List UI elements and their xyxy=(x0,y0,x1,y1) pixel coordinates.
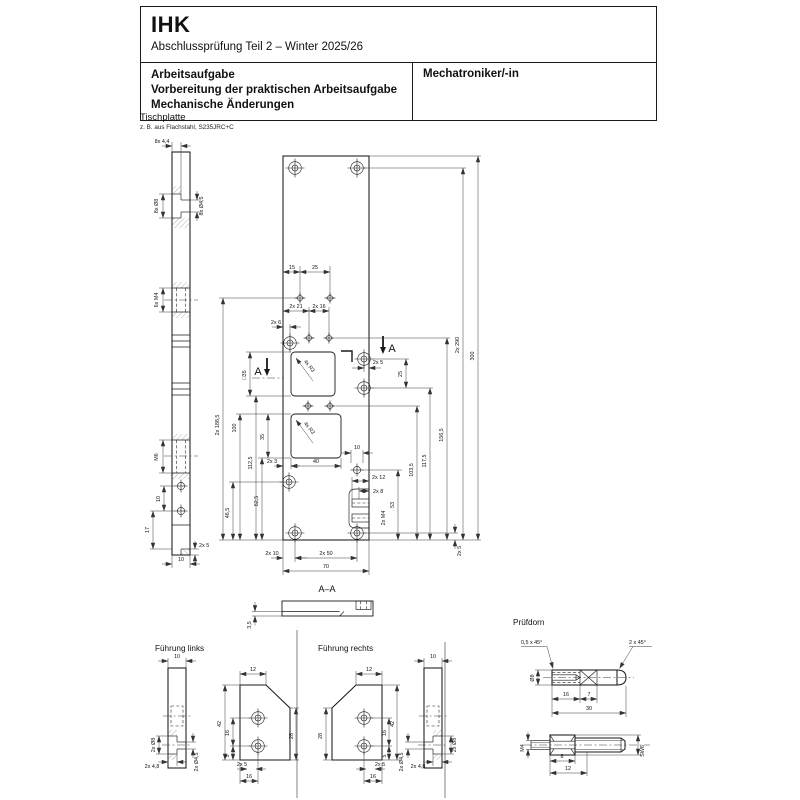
front-view xyxy=(215,156,481,575)
view-title: Prüfdorn xyxy=(513,618,545,627)
dim-label: 2x 4,8 xyxy=(144,764,160,770)
dim-label: 2 x 45° xyxy=(629,640,646,646)
part-name: Tischplatte xyxy=(140,112,186,123)
dim-label: M6 xyxy=(154,453,160,461)
dim-label: 25 xyxy=(398,371,404,377)
dim-label: 2x Ø8 xyxy=(452,737,458,753)
dim-label: 8x 4,4 xyxy=(154,139,170,145)
dim-label: 2x 290 xyxy=(455,336,461,354)
section-title: A–A xyxy=(318,584,336,594)
dim-label: 5 xyxy=(382,754,388,758)
section-aa-view xyxy=(247,584,373,629)
side-view xyxy=(145,139,209,568)
dim-label: 2x 4,8 xyxy=(410,764,426,770)
dim-label: 10 xyxy=(430,654,436,660)
view-title: Führung links xyxy=(155,644,205,653)
dim-label: 2x 10 xyxy=(265,551,279,557)
section-arrow-label: A xyxy=(254,366,262,378)
dim-label: 2x 5 xyxy=(199,543,210,549)
dim-label: 5 xyxy=(225,754,231,758)
dim-label: 2x M4 xyxy=(381,510,387,526)
dim-label: 2x 50 xyxy=(319,551,333,557)
dim-label: 2x Ø4,5 xyxy=(194,752,200,772)
dim-label: 3,5 xyxy=(247,621,253,629)
dim-label: 156,5 xyxy=(439,428,445,442)
dim-label: 16 xyxy=(382,730,388,736)
task-line-3: Mechanische Änderungen xyxy=(151,99,295,111)
dim-label: 8x Ø8 xyxy=(154,198,160,214)
dim-label: 42 xyxy=(217,721,223,727)
dim-label: 10 xyxy=(354,445,360,451)
dim-label: 300 xyxy=(470,351,476,361)
dim-label: 2x 188,5 xyxy=(215,414,221,436)
dim-label: 16 xyxy=(246,774,252,780)
dim-label: 4x R3 xyxy=(302,420,316,436)
dim-label: 2x 5 xyxy=(236,762,248,768)
dim-label: 2x 5 xyxy=(457,545,463,557)
dim-label: 2x 6 xyxy=(270,320,282,326)
dim-label: 8 xyxy=(560,754,564,760)
dim-label: 46,5 xyxy=(225,507,231,519)
dim-label: 10 xyxy=(178,557,184,563)
dim-label: Ø8 xyxy=(530,674,536,682)
dim-label: 53 xyxy=(390,502,396,508)
dim-label: 2x 16 xyxy=(312,304,326,310)
fuehrung-rechts-view xyxy=(318,644,458,784)
dim-label: 12 xyxy=(250,667,256,673)
exam-subtitle: Abschlussprüfung Teil 2 – Winter 2025/26 xyxy=(151,41,364,53)
dim-label: 30 xyxy=(586,706,592,712)
pruefdorn-view xyxy=(513,618,652,776)
task-line-1: Arbeitsaufgabe xyxy=(151,69,235,81)
dim-label: □35 xyxy=(242,370,248,380)
dim-label: 2x 3 xyxy=(266,459,278,465)
dim-label: 2x Ø8 xyxy=(151,737,157,753)
dim-label: 25 xyxy=(312,265,318,271)
view-title: Führung rechts xyxy=(318,644,374,653)
dim-label: 7 xyxy=(587,692,591,698)
dim-label: 2x 5 xyxy=(374,762,386,768)
dim-label: 28 xyxy=(289,733,295,739)
dim-label: 2x 5 xyxy=(372,360,384,366)
dim-label: 28 xyxy=(318,733,324,739)
dim-label: 112,5 xyxy=(248,456,254,470)
dim-label: 62,5 xyxy=(254,495,260,507)
dim-label: 16 xyxy=(225,730,231,736)
dim-label: 4x R3 xyxy=(302,358,316,374)
dim-label: 103,5 xyxy=(409,463,415,477)
dim-label: SW6 xyxy=(640,745,646,757)
zone-separators xyxy=(297,630,445,798)
dim-label: 16 xyxy=(563,692,569,698)
dim-label: 10 xyxy=(156,496,162,502)
dim-label: 8x Ø4,5 xyxy=(199,196,205,216)
dim-label: 15 xyxy=(289,265,295,271)
dim-label: 117,5 xyxy=(422,454,428,468)
profession-cell: Mechatroniker/-in xyxy=(423,68,519,80)
part-material: z. B. aus Flachstahl, S235JRC+C xyxy=(140,124,234,131)
dim-label: 12 xyxy=(366,667,372,673)
dim-label: 35 xyxy=(260,434,266,440)
dim-label: 2x 8 xyxy=(373,489,384,495)
dim-label: 70 xyxy=(323,564,329,570)
dim-label: 16 xyxy=(370,774,376,780)
dim-label: 100 xyxy=(232,423,238,433)
dim-label: 6x M4 xyxy=(154,292,160,308)
dim-label: 0,5 x 45° xyxy=(521,640,543,646)
dim-label: 12 xyxy=(565,766,571,772)
dim-label: 2x 21 xyxy=(289,304,303,310)
dim-label: 2x Ø4,5 xyxy=(399,752,405,772)
ihk-logo: IHK xyxy=(151,12,191,37)
dim-label: 17 xyxy=(145,527,151,533)
dim-label: 42 xyxy=(390,721,396,727)
dim-label: 2x 12 xyxy=(372,475,386,481)
dim-label: 40 xyxy=(313,459,319,465)
fuehrung-links-view xyxy=(145,644,299,784)
section-arrow-label: A xyxy=(388,343,396,355)
task-line-2: Vorbereitung der praktischen Arbeitsaufgabe xyxy=(151,84,398,96)
dim-label: M4 xyxy=(520,744,526,752)
dim-label: 10 xyxy=(174,654,180,660)
